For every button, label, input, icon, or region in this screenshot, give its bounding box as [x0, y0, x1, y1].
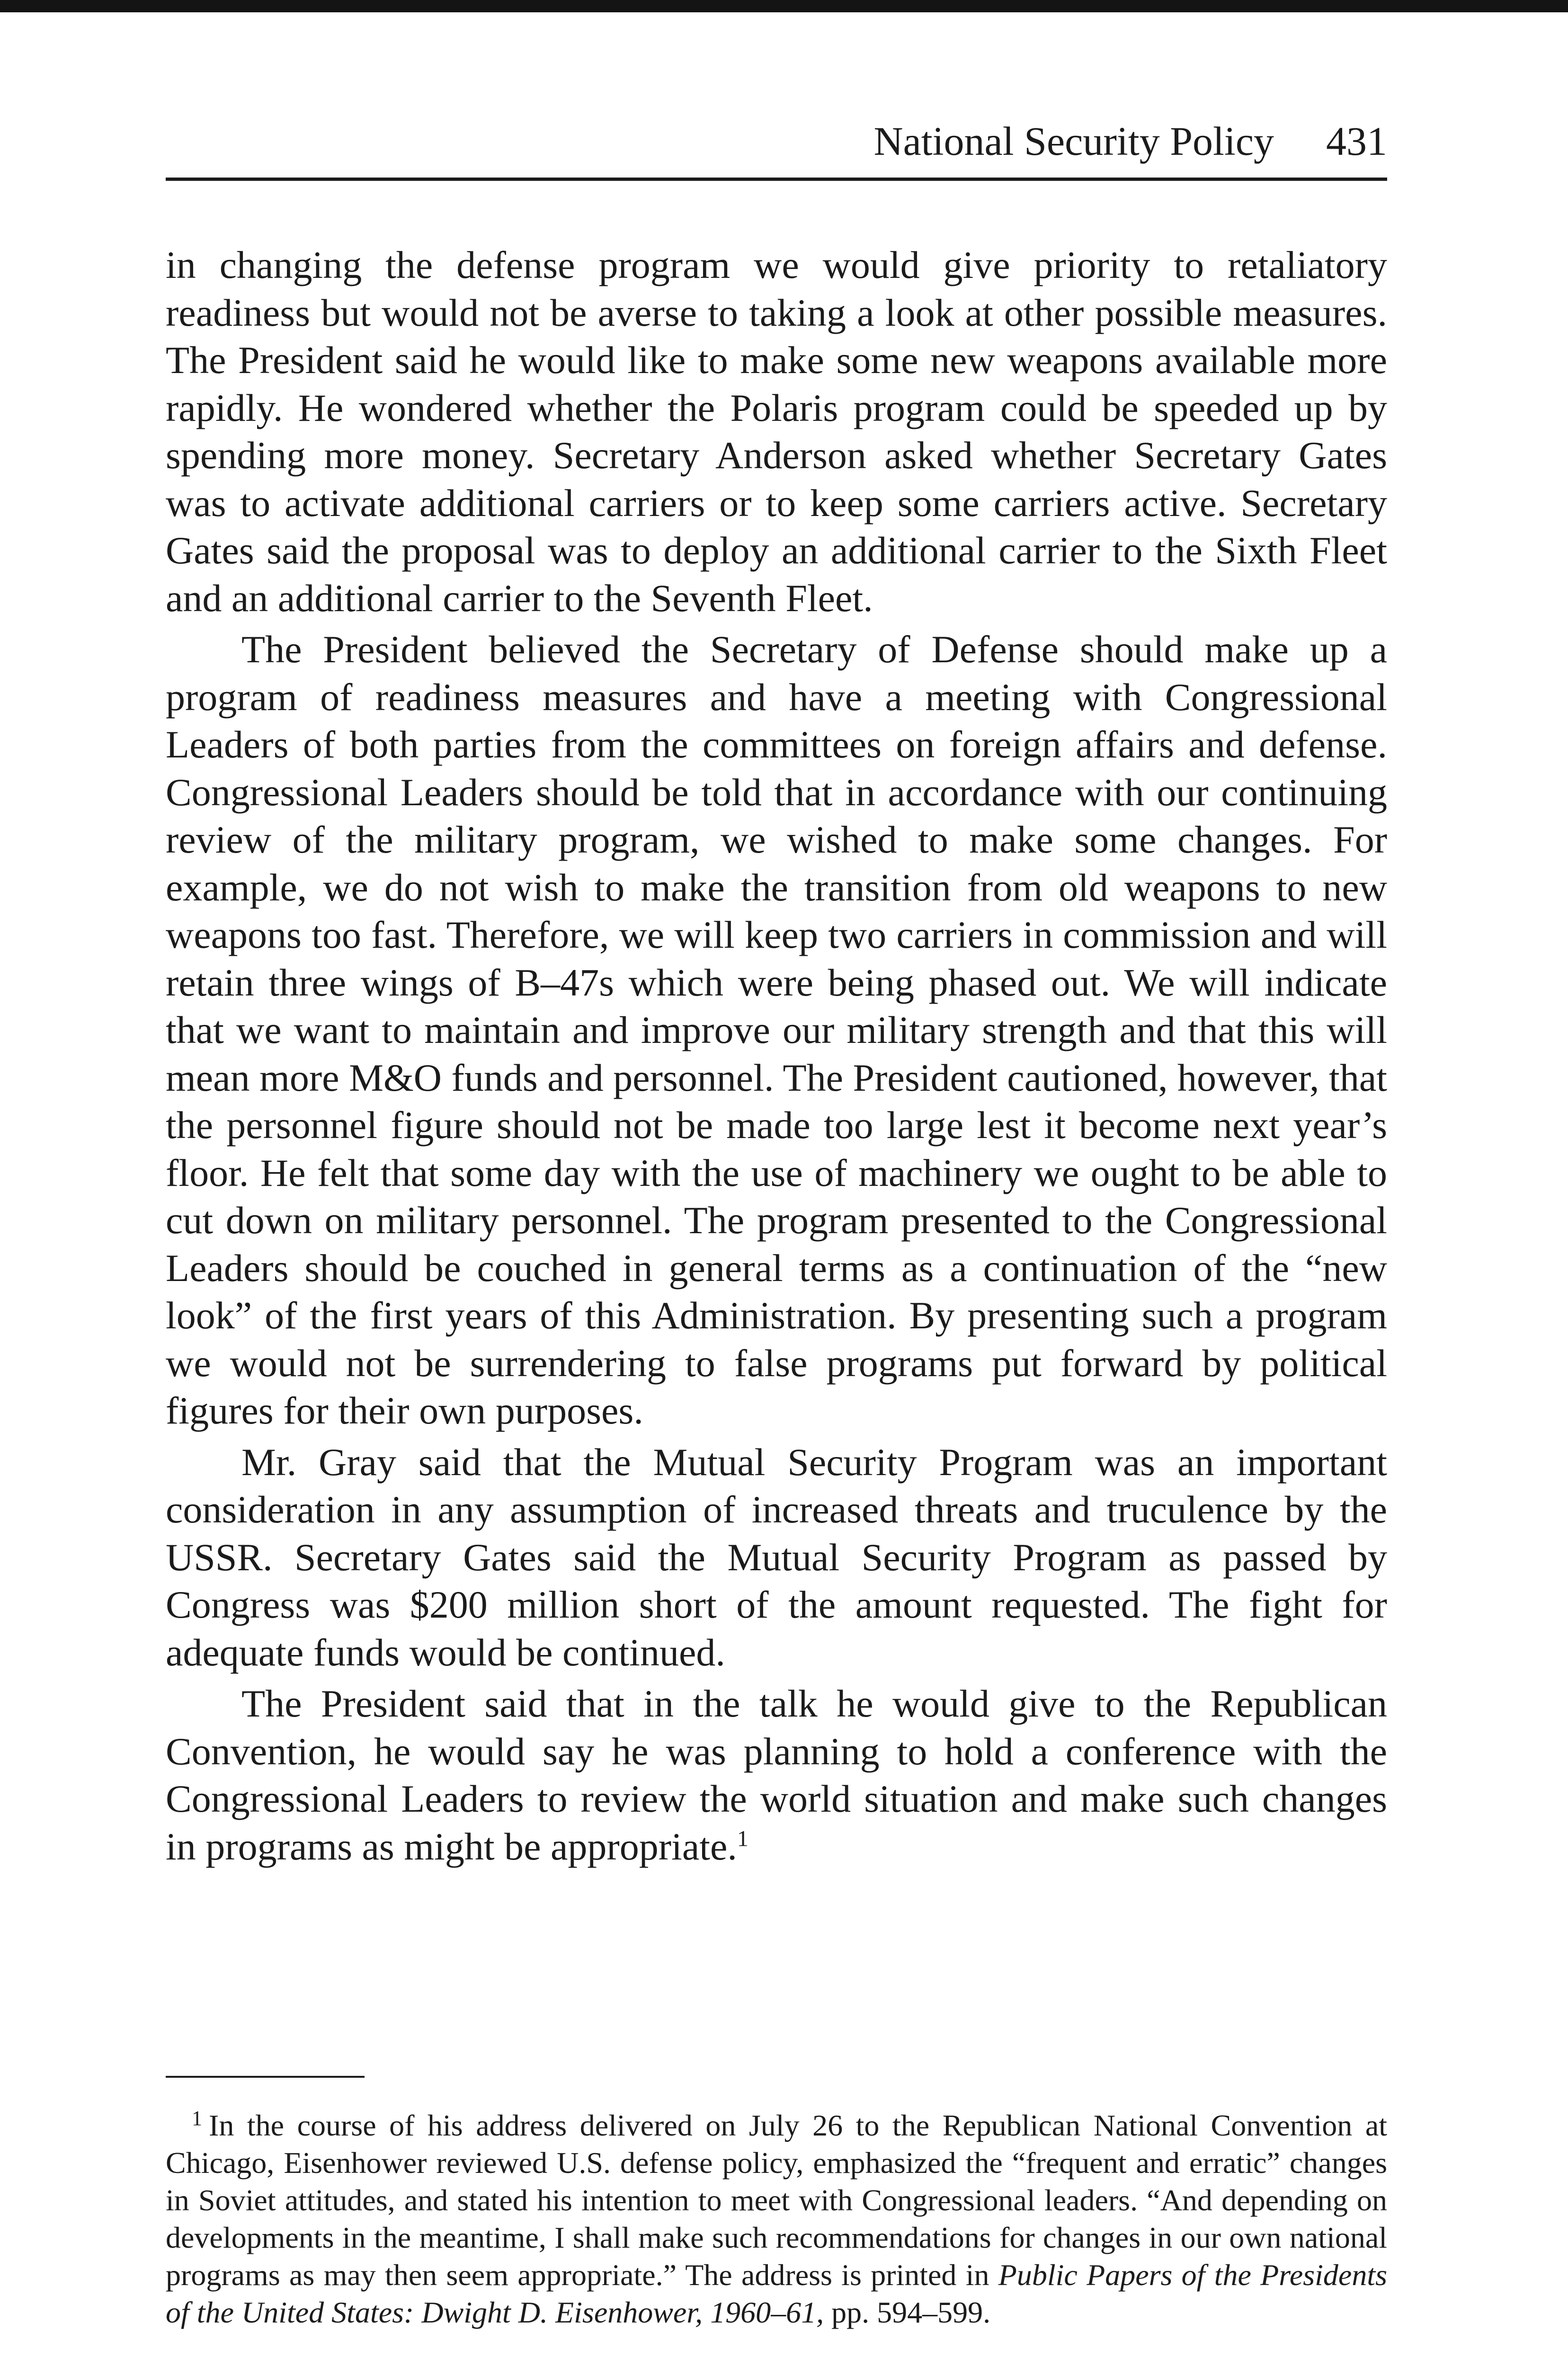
header-rule: [166, 178, 1387, 181]
footnote-pages: pp. 594–599.: [824, 2296, 991, 2329]
paragraph-1: in changing the defense program we would give priority to retaliatory readiness but would not be averse to taking a look at other possible measures. The President said he would like to make some new weapons available more rapidly. He wondered whether the Polaris program could be speeded up by spending more money. Secretary Anderson asked whether Secretary Gates was to activate additional carriers or to keep some carriers active. Secretary Gates said the proposal was to deploy an additional carrier to the Sixth Fleet and an additional carrier to the Seventh Fleet.: [166, 243, 1387, 620]
running-title: National Security Policy: [873, 118, 1274, 164]
running-head: [166, 118, 1387, 164]
paragraph-2: The President believed the Secretary of Defense should make up a program of readiness measures and have a meeting with Congressional Leaders of both parties from the committees on foreign affairs and defense. Congressional Leaders should be told that in accordance with our continuing review of the military program, we wished to make some changes. For example, we do not wish to make the transition from old weapons to new weapons too fast. Therefore, we will keep two carriers in commission and will retain three wings of B–47s which were being phased out. We will indicate that we want to maintain and improve our military strength and that this will mean more M&O funds and personnel. The President cautioned, however, that the personnel figure should not be made too large lest it become next year’s floor. He felt that some day with the use of machinery we ought to be able to cut down on military personnel. The program presented to the Congressional Leaders should be couched in general terms as a continuation of the “new look” of the first years of this Administration. By presenting such a program we would not be surrendering to false programs put forward by political figures for their own purposes.: [166, 628, 1387, 1432]
footnote-paragraph: [166, 2107, 1387, 2331]
footnote: [166, 2107, 1387, 2331]
paragraph-3: Mr. Gray said that the Mutual Security Program was an important consideration in any assumption of increased threats and truculence by the USSR. Secretary Gates said the Mutual Security Program as passed by Congress was $200 million short of the amount requested. The fight for adequate funds would be continued.: [166, 1440, 1387, 1674]
scan-top-edge: [0, 0, 1568, 12]
paragraph-4-text: The President said that in the talk he would give to the Republican Convention, he would say he was planning to hold a conference with the Congressional Leaders to review the world situation and make such changes in programs as might be appropriate.: [166, 1682, 1387, 1868]
footnote-marker: 1: [192, 2106, 202, 2130]
page-number: 431: [1326, 118, 1387, 164]
body-text: [166, 241, 1387, 1874]
footnote-publication-title: Public Papers of the Presidents of the United States: Dwight D. Eisenhower, 1960–61,: [166, 2258, 1388, 2329]
footnote-reference: 1: [737, 1826, 748, 1851]
footnote-text: In the course of his address delivered on July 26 to the Republican National Convention at Chicago, Eisenhower reviewed U.S. defense policy, emphasized the “frequent and erratic” changes in Soviet attitudes, and stated his intention to meet with Congressional leaders. “And depending on developments in the meantime, I shall make such recommendations for changes in our own national programs as may then seem appropriate.” The address is printed in: [166, 2109, 1387, 2292]
paragraph-4: [166, 1680, 1387, 1870]
footnote-rule: [166, 2076, 365, 2078]
